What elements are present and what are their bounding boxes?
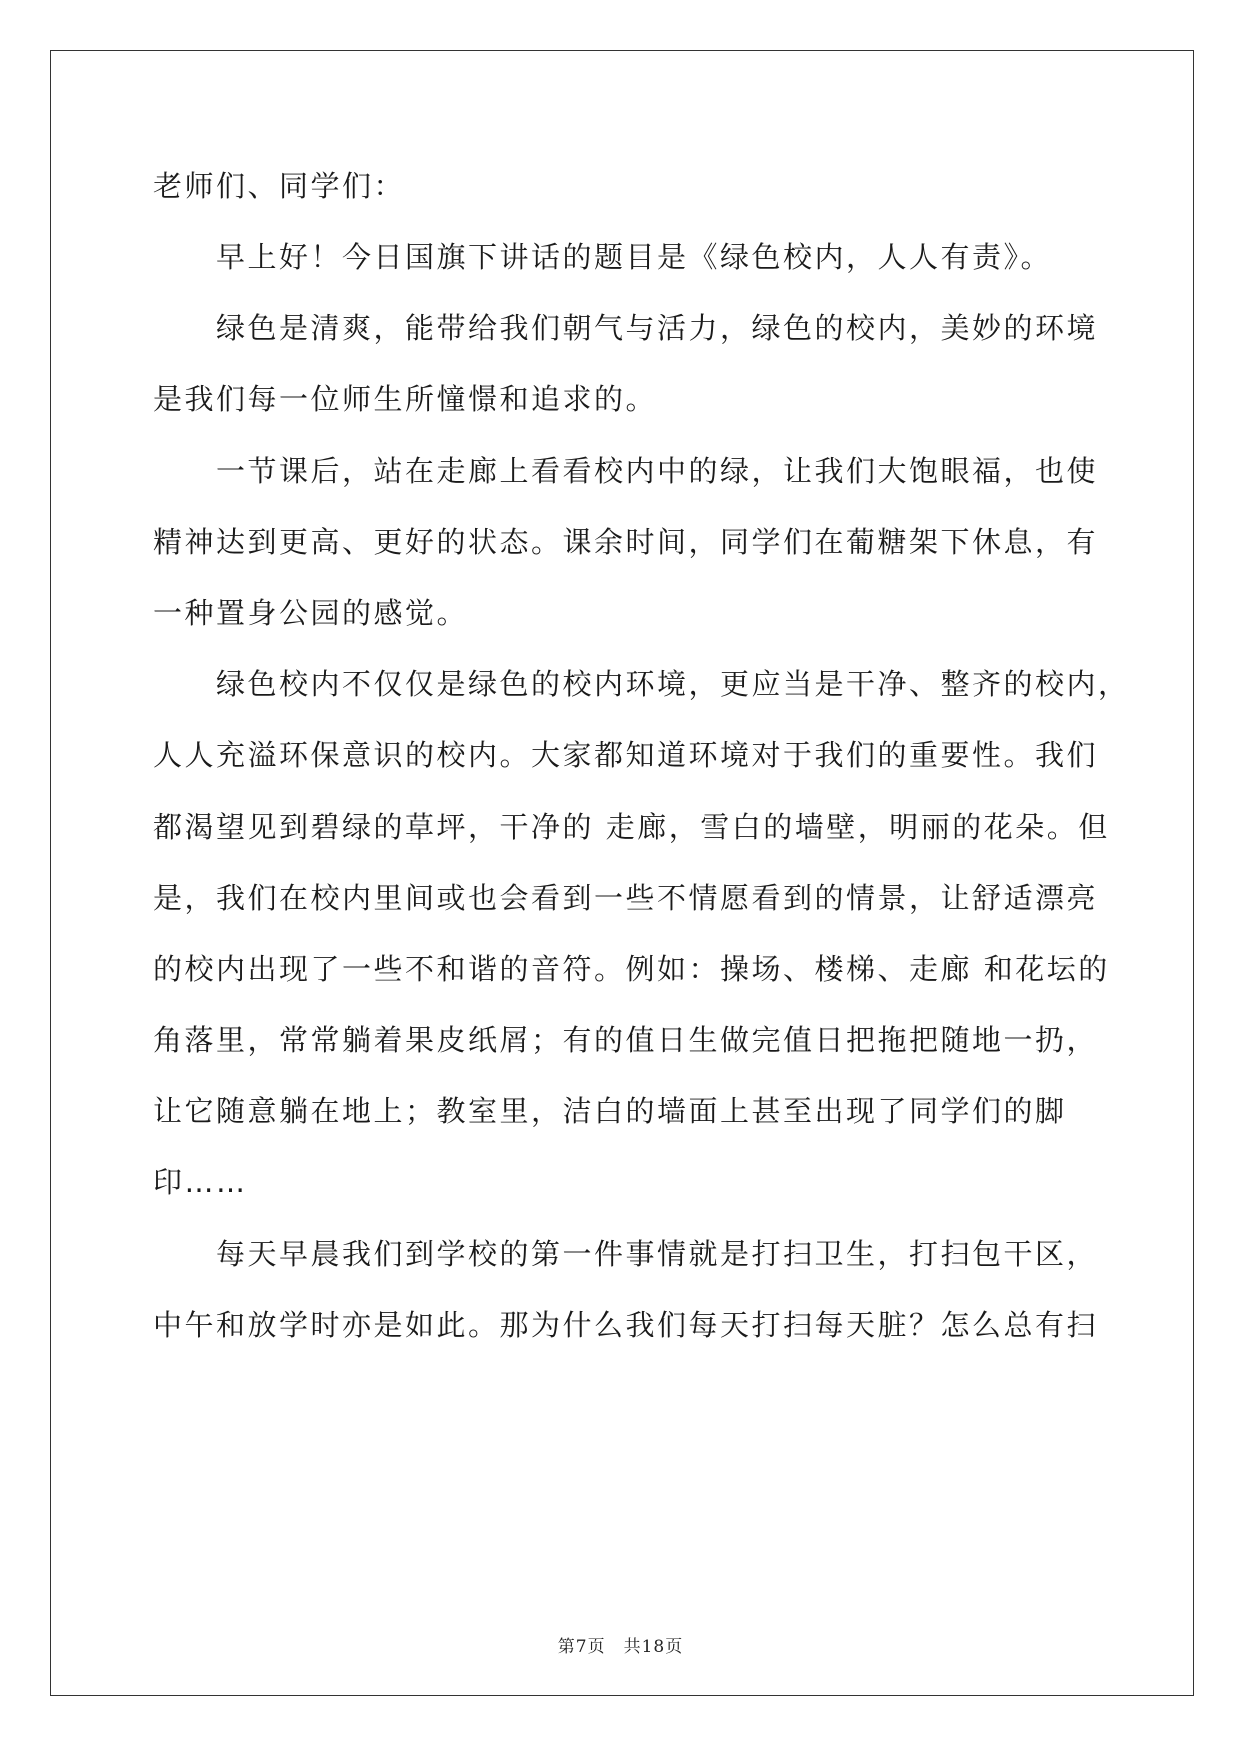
text-line: 都渴望见到碧绿的草坪，干净的 走廊，雪白的墙壁，明丽的花朵。但 bbox=[153, 810, 1110, 844]
text-line: 每天早晨我们到学校的第一件事情就是打扫卫生，打扫包干区， bbox=[216, 1237, 1099, 1271]
text-line: 角落里，常常躺着果皮纸屑；有的值日生做完值日把拖把随地一扔， bbox=[153, 1023, 1099, 1057]
text-line: 绿色是清爽，能带给我们朝气与活力，绿色的校内，美妙的环境 bbox=[216, 311, 1099, 345]
text-line: 印…… bbox=[153, 1165, 248, 1199]
page-number-footer: 第7页 共18页 bbox=[557, 1637, 684, 1657]
text-line: 人人充溢环保意识的校内。大家都知道环境对于我们的重要性。我们 bbox=[153, 738, 1099, 772]
text-line: 让它随意躺在地上；教室里，洁白的墙面上甚至出现了同学们的脚 bbox=[153, 1094, 1067, 1128]
text-line: 精神达到更高、更好的状态。课余时间，同学们在葡糖架下休息，有 bbox=[153, 525, 1099, 559]
text-line: 一节课后，站在走廊上看看校内中的绿，让我们大饱眼福，也使 bbox=[216, 454, 1099, 488]
text-line: 中午和放学时亦是如此。那为什么我们每天打扫每天脏？怎么总有扫 bbox=[153, 1308, 1099, 1342]
text-line: 是我们每一位师生所憧憬和追求的。 bbox=[153, 382, 658, 416]
text-line: 一种置身公园的感觉。 bbox=[153, 596, 469, 630]
text-line: 早上好！今日国旗下讲话的题目是《绿色校内，人人有责》。 bbox=[216, 240, 1053, 274]
page-border bbox=[50, 50, 1194, 1696]
text-line: 的校内出现了一些不和谐的音符。例如：操场、楼梯、走廊 和花坛的 bbox=[153, 952, 1110, 986]
text-line: 老师们、同学们： bbox=[153, 169, 406, 203]
text-line: 绿色校内不仅仅是绿色的校内环境，更应当是干净、整齐的校内， bbox=[216, 667, 1130, 701]
text-line: 是，我们在校内里间或也会看到一些不情愿看到的情景，让舒适漂亮 bbox=[153, 881, 1099, 915]
